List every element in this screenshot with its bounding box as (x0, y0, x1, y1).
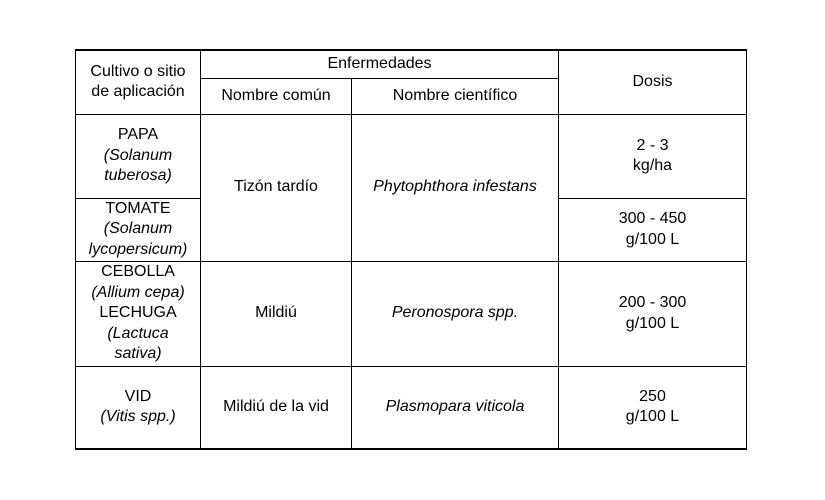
dose-unit: g/100 L (625, 408, 680, 426)
crop-cell (76, 261, 201, 366)
crop-scientific: tuberosa) (104, 167, 172, 185)
crop-scientific: (Solanum (103, 220, 173, 238)
dose-value: 2 - 3 (636, 136, 669, 154)
crop-name: CEBOLLA (101, 263, 175, 281)
header-crop (76, 50, 201, 114)
crop-scientific: (Lactuca (107, 324, 169, 342)
common-name-cell: Mildiú (201, 261, 352, 366)
dose-value: 200 - 300 (618, 294, 687, 311)
dose-value: 250 (639, 387, 666, 405)
crop-cell (76, 198, 201, 261)
dose-cell (559, 114, 747, 198)
disease-dose-table (75, 49, 747, 450)
crop-name: PAPA (117, 126, 159, 144)
dose-cell (559, 366, 747, 449)
scientific-name-cell: Phytophthora infestans (352, 114, 559, 261)
crop-cell (76, 366, 201, 449)
scientific-name-cell: Peronospora spp. (352, 261, 559, 366)
header-common-name: Nombre común (201, 78, 352, 114)
crop-scientific: (Solanum (103, 146, 173, 164)
header-scientific-name: Nombre científico (352, 78, 559, 114)
table-row (76, 261, 747, 366)
dose-value: 300 - 450 (618, 210, 687, 227)
dose-unit: g/100 L (625, 314, 680, 332)
crop-cell (76, 114, 201, 198)
crop-name: TOMATE (105, 199, 171, 217)
table-row (76, 114, 747, 198)
crop-scientific: lycopersicum) (88, 240, 188, 258)
common-name-cell: Mildiú de la vid (201, 366, 352, 449)
header-crop-line-1: Cultivo o sitio (90, 62, 186, 80)
dose-cell (559, 261, 747, 366)
scientific-name-cell: Plasmopara viticola (352, 366, 559, 449)
table-row (76, 366, 747, 449)
crop-name: VID (124, 387, 152, 405)
crop-scientific: (Vitis spp.) (100, 408, 176, 426)
dose-unit: kg/ha (632, 157, 673, 174)
crop-scientific: sativa) (114, 345, 162, 363)
crop-name: LECHUGA (99, 304, 177, 322)
header-crop-line-2: de aplicación (91, 83, 185, 101)
dose-unit: g/100 L (625, 230, 680, 248)
common-name-cell: Tizón tardío (201, 114, 352, 261)
dose-cell (559, 198, 747, 261)
header-diseases: Enfermedades (201, 50, 559, 78)
crop-scientific: (Allium cepa) (91, 283, 185, 301)
header-dose: Dosis (559, 50, 747, 114)
